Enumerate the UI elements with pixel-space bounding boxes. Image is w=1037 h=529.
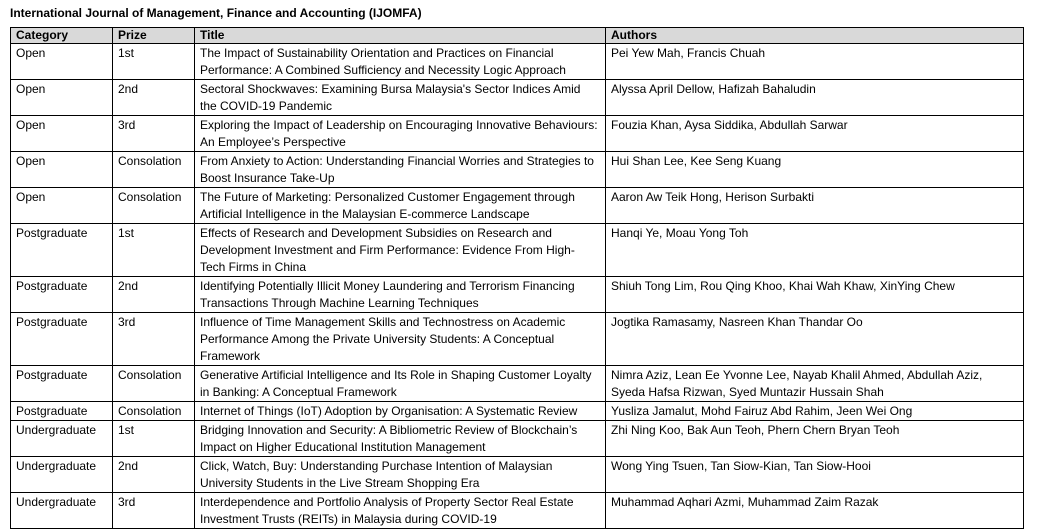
cell-category: Postgraduate [11, 366, 113, 402]
table-row [11, 366, 1024, 402]
cell-authors: Wong Ying Tsuen, Tan Siow-Kian, Tan Siow-Hooi [606, 457, 1024, 493]
cell-category: Postgraduate [11, 277, 113, 313]
cell-category: Open [11, 116, 113, 152]
table-row [11, 402, 1024, 421]
cell-category: Undergraduate [11, 493, 113, 529]
cell-category: Open [11, 44, 113, 80]
cell-category: Undergraduate [11, 421, 113, 457]
cell-category: Open [11, 188, 113, 224]
header-authors: Authors [606, 28, 1024, 44]
cell-category: Undergraduate [11, 457, 113, 493]
cell-authors: Hui Shan Lee, Kee Seng Kuang [606, 152, 1024, 188]
cell-title: Bridging Innovation and Security: A Bibliometric Review of Blockchain’s Impact on Higher Educational Institution Management [195, 421, 606, 457]
cell-authors: Nimra Aziz, Lean Ee Yvonne Lee, Nayab Khalil Ahmed, Abdullah Aziz, Syeda Hafsa Rizwan, Syed Muntazir Hussain Shah [606, 366, 1024, 402]
cell-prize: Consolation [113, 402, 195, 421]
cell-category: Open [11, 80, 113, 116]
cell-authors: Yusliza Jamalut, Mohd Fairuz Abd Rahim, Jeen Wei Ong [606, 402, 1024, 421]
cell-prize: 3rd [113, 116, 195, 152]
cell-title: The Future of Marketing: Personalized Customer Engagement through Artificial Intelligence in the Malaysian E-commerce Landscape [195, 188, 606, 224]
cell-authors: Jogtika Ramasamy, Nasreen Khan Thandar Oo [606, 313, 1024, 366]
cell-title: Generative Artificial Intelligence and Its Role in Shaping Customer Loyalty in Banking: A Conceptual Framework [195, 366, 606, 402]
cell-authors: Muhammad Aqhari Azmi, Muhammad Zaim Razak [606, 493, 1024, 529]
table-body [11, 44, 1024, 529]
cell-prize: 1st [113, 44, 195, 80]
cell-authors: Hanqi Ye, Moau Yong Toh [606, 224, 1024, 277]
cell-category: Postgraduate [11, 402, 113, 421]
awards-table [10, 27, 1024, 529]
header-category: Category [11, 28, 113, 44]
table-row [11, 80, 1024, 116]
cell-title: Click, Watch, Buy: Understanding Purchase Intention of Malaysian University Students in the Live Stream Shopping Era [195, 457, 606, 493]
table-row [11, 188, 1024, 224]
cell-title: From Anxiety to Action: Understanding Financial Worries and Strategies to Boost Insurance Take-Up [195, 152, 606, 188]
cell-authors: Fouzia Khan, Aysa Siddika, Abdullah Sarwar [606, 116, 1024, 152]
cell-authors: Zhi Ning Koo, Bak Aun Teoh, Phern Chern Bryan Teoh [606, 421, 1024, 457]
table-row [11, 457, 1024, 493]
cell-authors: Alyssa April Dellow, Hafizah Bahaludin [606, 80, 1024, 116]
cell-authors: Shiuh Tong Lim, Rou Qing Khoo, Khai Wah Khaw, XinYing Chew [606, 277, 1024, 313]
cell-prize: 3rd [113, 313, 195, 366]
table-row [11, 313, 1024, 366]
cell-authors: Pei Yew Mah, Francis Chuah [606, 44, 1024, 80]
cell-prize: 2nd [113, 80, 195, 116]
header-row [11, 28, 1024, 44]
table-row [11, 493, 1024, 529]
cell-prize: 2nd [113, 277, 195, 313]
cell-title: Interdependence and Portfolio Analysis of Property Sector Real Estate Investment Trusts (REITs) in Malaysia during COVID-19 [195, 493, 606, 529]
cell-prize: 2nd [113, 457, 195, 493]
cell-title: Exploring the Impact of Leadership on Encouraging Innovative Behaviours: An Employee’s Perspective [195, 116, 606, 152]
cell-prize: 3rd [113, 493, 195, 529]
cell-prize: 1st [113, 224, 195, 277]
cell-category: Postgraduate [11, 224, 113, 277]
cell-title: Influence of Time Management Skills and Technostress on Academic Performance Among the Private University Students: A Conceptual Framework [195, 313, 606, 366]
cell-authors: Aaron Aw Teik Hong, Herison Surbakti [606, 188, 1024, 224]
table-caption: International Journal of Management, Finance and Accounting (IJOMFA) [10, 6, 422, 20]
cell-prize: Consolation [113, 188, 195, 224]
cell-category: Postgraduate [11, 313, 113, 366]
table-row [11, 152, 1024, 188]
cell-prize: Consolation [113, 152, 195, 188]
cell-title: The Impact of Sustainability Orientation and Practices on Financial Performance: A Combined Sufficiency and Necessity Logic Approach [195, 44, 606, 80]
table-row [11, 224, 1024, 277]
cell-title: Effects of Research and Development Subsidies on Research and Development Investment and Firm Performance: Evidence From High-Tech Firms in China [195, 224, 606, 277]
table-row [11, 116, 1024, 152]
header-title: Title [195, 28, 606, 44]
cell-prize: Consolation [113, 366, 195, 402]
header-prize: Prize [113, 28, 195, 44]
cell-prize: 1st [113, 421, 195, 457]
cell-title: Internet of Things (IoT) Adoption by Organisation: A Systematic Review [195, 402, 606, 421]
table-row [11, 44, 1024, 80]
cell-title: Sectoral Shockwaves: Examining Bursa Malaysia's Sector Indices Amid the COVID-19 Pandemic [195, 80, 606, 116]
table-row [11, 421, 1024, 457]
cell-title: Identifying Potentially Illicit Money Laundering and Terrorism Financing Transactions Through Machine Learning Techniques [195, 277, 606, 313]
table-row [11, 277, 1024, 313]
cell-category: Open [11, 152, 113, 188]
